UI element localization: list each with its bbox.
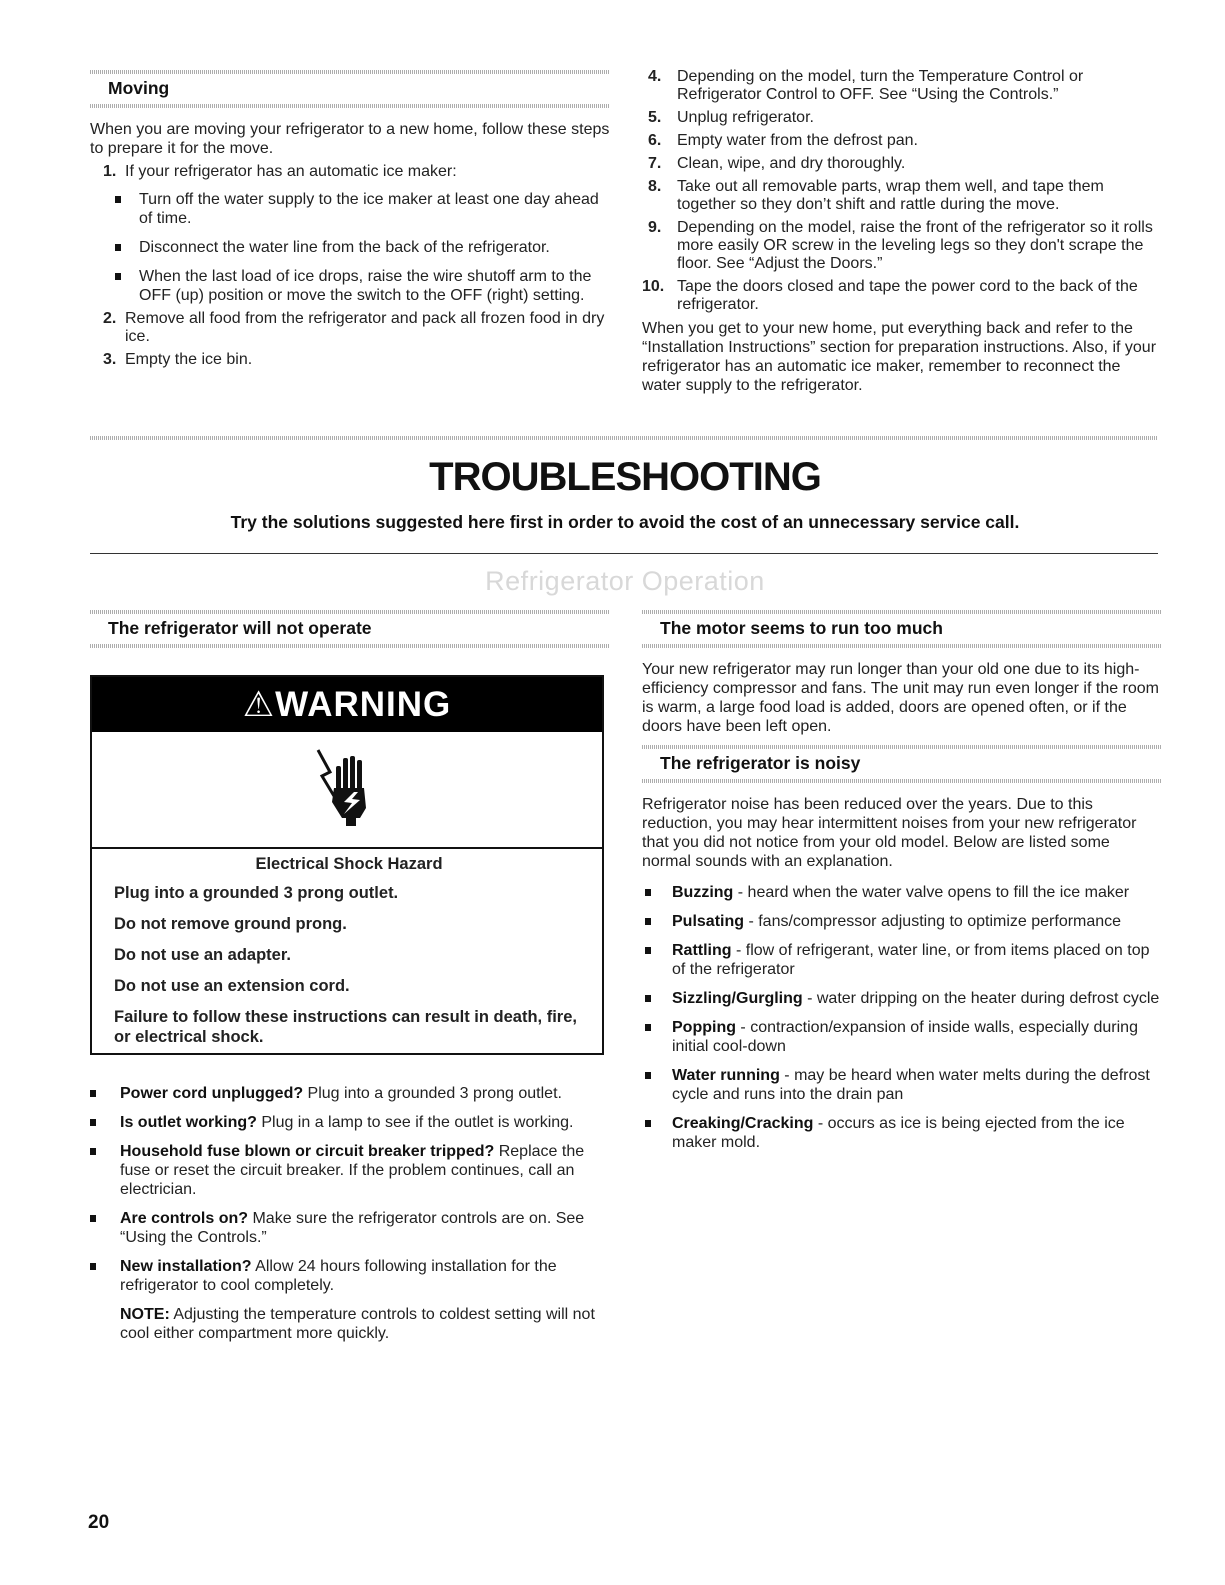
step-number: 1.	[103, 163, 117, 180]
noise-desc: - heard when the water valve opens to fill the ice maker	[733, 884, 1130, 901]
moving-continued	[642, 68, 1162, 395]
section-heading: Refrigerator Operation	[485, 566, 765, 596]
divider	[90, 436, 1158, 440]
bullet-icon	[90, 1263, 96, 1270]
item-question: Power cord unplugged?	[120, 1085, 304, 1102]
step-number: 4.	[648, 68, 662, 85]
list-item	[642, 278, 1162, 314]
noisy-intro: Refrigerator noise has been reduced over the years. Due to this reduction, you may hear intermittent noises from your new refrigerator that you did not notice from your old model. Below are listed some normal sounds with an explanation.	[642, 796, 1137, 870]
step-number: 8.	[648, 178, 662, 195]
list-item	[90, 163, 610, 305]
list-item	[115, 238, 610, 257]
list-item	[642, 155, 1162, 173]
list-item	[642, 1114, 1162, 1152]
warning-banner: ⚠WARNING	[92, 677, 602, 732]
moving-steps-continued	[642, 68, 1162, 314]
noise-desc: - water dripping on the heater during defrost cycle	[802, 990, 1160, 1007]
bullet-text: Turn off the water supply to the ice maker at least one day ahead of time.	[139, 191, 599, 227]
list-item	[90, 1142, 610, 1199]
list-item	[642, 941, 1162, 979]
item-question: New installation?	[120, 1258, 252, 1275]
noise-name: Rattling	[672, 942, 732, 959]
noise-desc: - fans/compressor adjusting to optimize performance	[744, 913, 1122, 930]
not-operate-heading: The refrigerator will not operate	[108, 618, 372, 638]
noise-desc: - flow of refrigerant, water line, or from items placed on top of the refrigerator	[672, 942, 1150, 978]
checklist	[90, 1084, 610, 1295]
warning-box	[90, 675, 604, 1055]
moving-intro: When you are moving your refrigerator to a new home, follow these steps to prepare it for the move.	[90, 121, 610, 157]
bullet-icon	[645, 889, 651, 896]
note-text: Adjusting the temperature controls to coldest setting will not cool either compartment more quickly.	[120, 1306, 595, 1342]
step-number: 5.	[648, 109, 662, 126]
noise-name: Pulsating	[672, 913, 745, 930]
noise-name: Sizzling/Gurgling	[672, 990, 803, 1007]
not-operate-items	[90, 1084, 610, 1343]
warning-line: Do not use an extension cord.	[114, 977, 350, 995]
list-item	[642, 912, 1162, 931]
motor-text: Your new refrigerator may run longer than your old one due to its high-efficiency compressor and fans. The unit may run even longer if the room is warm, a large food load is added, doors are opened often, or if the doors have been left open.	[642, 661, 1160, 735]
bullet-icon	[115, 273, 121, 280]
list-item	[642, 178, 1162, 214]
step-text: Remove all food from the refrigerator and pack all frozen food in dry ice.	[125, 310, 605, 345]
step-text: Unplug refrigerator.	[677, 109, 814, 126]
list-item	[642, 883, 1162, 902]
ice-maker-bullets	[125, 190, 610, 305]
noise-desc: - occurs as ice is being ejected from the ice maker mold.	[672, 1115, 1125, 1151]
noise-name: Popping	[672, 1019, 736, 1036]
step-text: Depending on the model, raise the front of the refrigerator so it rolls more easily OR screw in the leveling legs so they don't scrape the floor. See “Adjust the Doors.”	[677, 219, 1153, 272]
step-text: Tape the doors closed and tape the power cord to the back of the refrigerator.	[677, 278, 1138, 313]
bullet-icon	[645, 947, 651, 954]
bullet-icon	[645, 1024, 651, 1031]
divider	[90, 104, 610, 108]
list-item	[642, 1066, 1162, 1104]
page-number: 20	[88, 1512, 110, 1533]
list-item	[90, 1113, 610, 1132]
bullet-text: When the last load of ice drops, raise the wire shutoff arm to the OFF (up) position or move the switch to the OFF (right) setting.	[139, 268, 592, 304]
bullet-icon	[645, 1120, 651, 1127]
note	[90, 1305, 610, 1343]
step-text: Empty water from the defrost pan.	[677, 132, 918, 149]
divider	[90, 644, 610, 648]
step-number: 6.	[648, 132, 662, 149]
moving-steps	[90, 163, 610, 369]
divider	[90, 70, 610, 74]
warning-line: Do not remove ground prong.	[114, 915, 347, 933]
bullet-icon	[90, 1090, 96, 1097]
list-item	[90, 351, 610, 369]
divider	[90, 610, 610, 614]
noisy-heading: The refrigerator is noisy	[660, 753, 861, 773]
step-text: Depending on the model, turn the Temperature Control or Refrigerator Control to OFF. See “Using the Controls.”	[677, 68, 1084, 103]
page-subtitle: Try the solutions suggested here first in order to avoid the cost of an unnecessary service call.	[230, 512, 1020, 532]
bullet-icon	[90, 1119, 96, 1126]
noise-name: Water running	[672, 1067, 780, 1084]
item-answer: Make sure the refrigerator controls are on. See “Using the Controls.”	[120, 1210, 585, 1246]
bullet-icon	[645, 995, 651, 1002]
divider	[642, 644, 1162, 648]
warning-body	[114, 855, 584, 1058]
note-label: NOTE:	[120, 1306, 170, 1323]
step-text: Clean, wipe, and dry thoroughly.	[677, 155, 906, 172]
noise-desc: - contraction/expansion of inside walls, especially during initial cool-down	[672, 1019, 1138, 1055]
warning-line: Failure to follow these instructions can result in death, fire, or electrical shock.	[114, 1008, 577, 1046]
list-item	[115, 267, 610, 305]
noise-name: Buzzing	[672, 884, 734, 901]
moving-section	[90, 70, 610, 374]
bullet-icon	[645, 1072, 651, 1079]
item-answer: Plug in a lamp to see if the outlet is working.	[256, 1114, 574, 1131]
item-answer: Allow 24 hours following installation for the refrigerator to cool completely.	[120, 1258, 557, 1294]
step-number: 7.	[648, 155, 662, 172]
noise-list	[642, 883, 1162, 1152]
list-item	[642, 1018, 1162, 1056]
bullet-icon	[115, 196, 121, 203]
list-item	[90, 1084, 610, 1103]
divider	[642, 779, 1162, 783]
bullet-icon	[115, 244, 121, 251]
moving-heading: Moving	[108, 78, 170, 98]
list-item	[642, 132, 1162, 150]
step-text: Take out all removable parts, wrap them well, and tape them together so they don’t shift and rattle during the move.	[677, 178, 1104, 213]
warning-line: Plug into a grounded 3 prong outlet.	[114, 884, 399, 902]
icon-area	[92, 732, 602, 849]
step-text: If your refrigerator has an automatic ice maker:	[125, 163, 457, 180]
list-item	[115, 190, 610, 228]
item-answer: Plug into a grounded 3 prong outlet.	[303, 1085, 562, 1102]
item-question: Are controls on?	[120, 1210, 249, 1227]
step-number: 10.	[642, 278, 665, 295]
motor-heading: The motor seems to run too much	[660, 618, 943, 638]
item-question: Is outlet working?	[120, 1114, 257, 1131]
step-number: 3.	[103, 351, 117, 368]
hazard-title: Electrical Shock Hazard	[255, 855, 443, 873]
divider	[90, 553, 1158, 554]
warning-line: Do not use an adapter.	[114, 946, 291, 964]
divider	[642, 745, 1162, 749]
bullet-text: Disconnect the water line from the back of the refrigerator.	[139, 239, 550, 256]
page-title: TROUBLESHOOTING	[429, 455, 821, 499]
step-text: Empty the ice bin.	[125, 351, 253, 368]
motor-section	[642, 610, 1162, 1162]
electrical-shock-hand-icon	[308, 746, 388, 826]
divider	[642, 610, 1162, 614]
list-item	[642, 68, 1162, 104]
noise-name: Creaking/Cracking	[672, 1115, 814, 1132]
noise-desc: - may be heard when water melts during the defrost cycle and runs into the drain pan	[672, 1067, 1150, 1103]
bullet-icon	[90, 1148, 96, 1155]
list-item	[90, 310, 610, 346]
not-operate-section	[90, 610, 610, 648]
list-item	[90, 1257, 610, 1295]
list-item	[642, 109, 1162, 127]
step-number: 9.	[648, 219, 662, 236]
moving-closing: When you get to your new home, put everything back and refer to the “Installation Instructions” section for preparation instructions. Also, if your refrigerator has an automatic ice maker, remember to reconnect the water supply to the refrigerator.	[642, 320, 1157, 394]
list-item	[642, 989, 1162, 1008]
list-item	[642, 219, 1162, 273]
item-question: Household fuse blown or circuit breaker tripped?	[120, 1143, 495, 1160]
list-item	[90, 1209, 610, 1247]
bullet-icon	[90, 1215, 96, 1222]
bullet-icon	[645, 918, 651, 925]
item-answer: Replace the fuse or reset the circuit breaker. If the problem continues, call an electrician.	[120, 1143, 585, 1198]
step-number: 2.	[103, 310, 117, 327]
